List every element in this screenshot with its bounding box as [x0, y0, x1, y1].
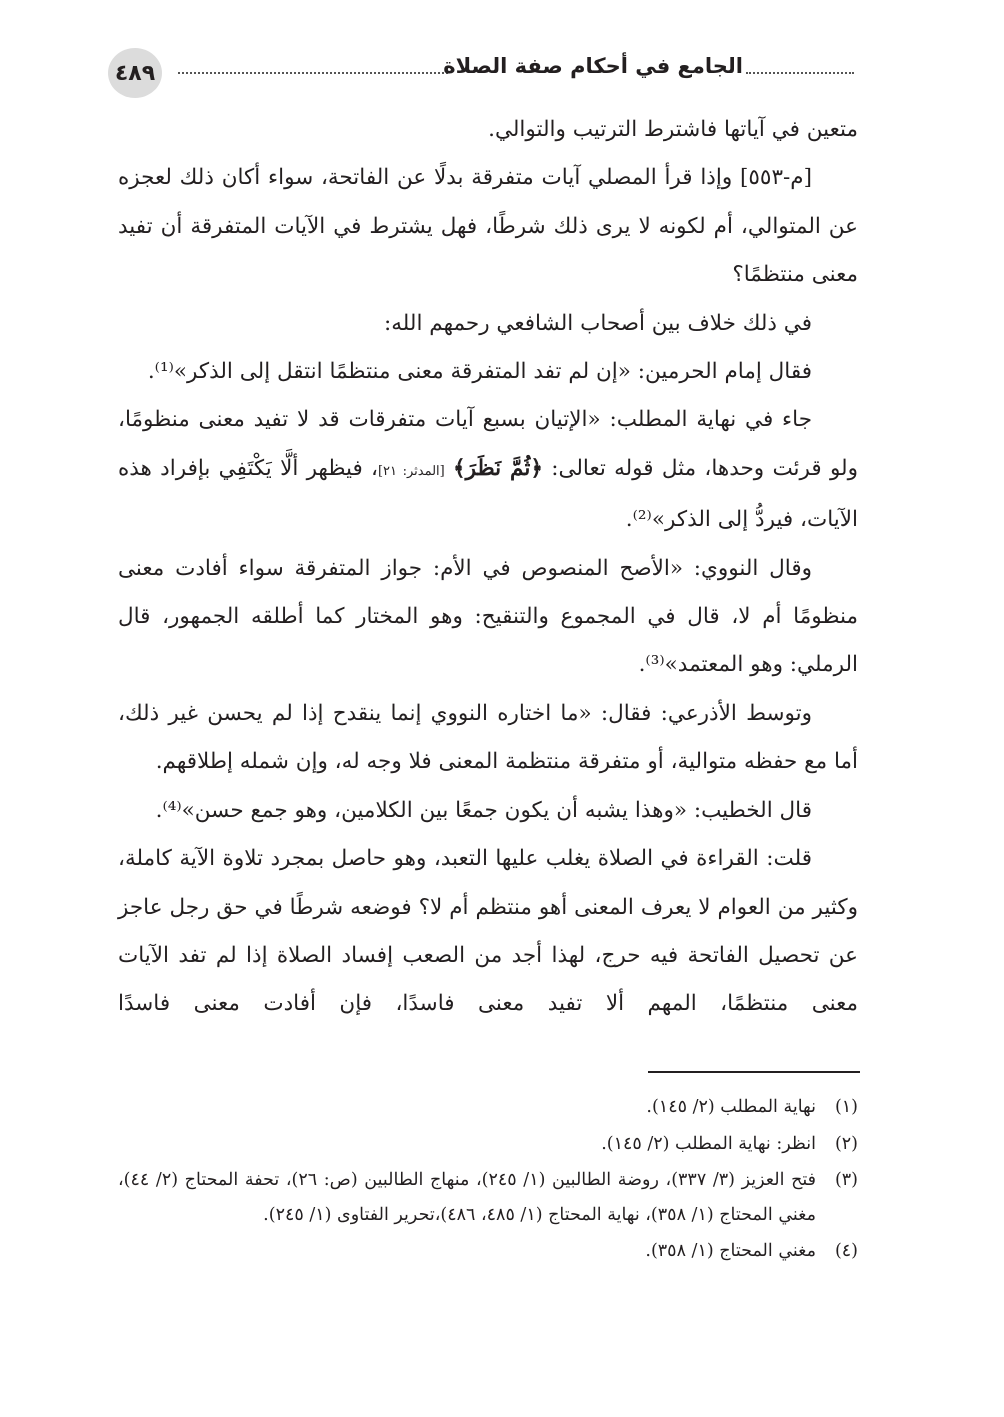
footnote-number: (٢) — [834, 1133, 858, 1154]
footnote-separator — [648, 1071, 860, 1073]
paragraph-nawawi: وقال النووي: «الأصح المنصوص في الأم: جواز المتفرقة سواء أفادت معنى منظومًا أم لا، قال في المجموع والتنقيح: وهو المختار كما أطلقه الجمهور، قال الرملي: وهو المعتمد»⁽³⁾. — [118, 555, 858, 678]
footnote-text: مغني المحتاج (١/ ٣٥٨). — [645, 1241, 816, 1261]
book-title: الجامع في أحكام صفة الصلاة — [443, 54, 743, 78]
paragraph-imam-haramayn: فقال إمام الحرمين: «إن لم تفد المتفرقة معنى منتظمًا انتقل إلى الذكر»⁽¹⁾. — [147, 359, 812, 385]
paragraph-disagreement: في ذلك خلاف بين أصحاب الشافعي رحمهم الله: — [384, 310, 812, 336]
quote-text-before: جاء في نهاية المطلب: «الإتيان بسبع آيات متفرقات قد لا تفيد معنى منظومًا، ولو قرئت وحدها، مثل قوله تعالى: — [118, 407, 858, 481]
footnotes — [118, 1090, 858, 1271]
footnote-2 — [118, 1127, 858, 1162]
paragraph-continuation: متعين في آياتها فاشترط الترتيب والتوالي. — [488, 117, 858, 142]
paragraph-khatib: قال الخطيب: «وهذا يشبه أن يكون جمعًا بين الكلامين، وهو جمع حسن»⁽⁴⁾. — [155, 797, 812, 823]
paragraph-nihayat-al-matlab — [118, 396, 858, 544]
footnote-3 — [118, 1163, 858, 1232]
header-dotted-rule-left — [178, 72, 448, 74]
paragraph-adhrai: وتوسط الأذرعي: فقال: «ما اختاره النووي إنما ينقدح إذا لم يحسن غير ذلك، أما مع حفظه متوالية، أو متفرقة منتظمة المعنى فلا وجه له، وإن شمله إطلاقهم. — [118, 700, 858, 775]
footnote-number: (٤) — [834, 1241, 858, 1261]
header-dotted-rule-right — [746, 72, 854, 74]
footnote-4 — [118, 1234, 858, 1269]
paragraph-issue-553: [م-٥٥٣] وإذا قرأ المصلي آيات متفرقة بدلًا عن الفاتحة، سواء أكان ذلك لعجزه عن المتوالي، أم لكونه لا يرى ذلك شرطًا، فهل يشترط في الآيات المتفرقة أن تفيد معنى منتظمًا؟ — [118, 165, 858, 288]
verse-reference: [المدثر: ٢١] — [377, 463, 445, 479]
running-header — [108, 48, 854, 100]
footnote-1 — [118, 1090, 858, 1125]
quran-verse: ﴿ثُمَّ نَظَرَ﴾ — [453, 455, 543, 481]
paragraph-author-opinion: قلت: القراءة في الصلاة يغلب عليها التعبد، وهو حاصل بمجرد تلاوة الآية كاملة، وكثير من العوام لا يعرف المعنى أهو منتظم أم لا؟ فوضعه شرطًا في حق رجل عاجز عن تحصيل الفاتحة فيه حرج، لهذا أجد من الصعب إفساد الصلاة إذا لم تفد الآيات معنى منتظمًا، المهم ألا تفيد معنى فاسدًا، فإن أفادت معنى فاسدًا — [118, 846, 858, 1017]
footnote-number: (١) — [834, 1097, 858, 1117]
footnote-text: فتح العزيز (٣/ ٣٣٧)، روضة الطالبين (١/ ٢٤٥)، منهاج الطالبين (ص: ٢٦)، تحفة المحتاج (٢/ ٤٤)، مغني المحتاج (١/ ٣٥٨)، نهاية المحتاج (١/ ٤٨٥، ٤٨٦)،تحرير الفتاوى (١/ ٢٤٥). — [118, 1170, 817, 1225]
footnote-text: انظر: نهاية المطلب (٢/ ١٤٥). — [601, 1133, 816, 1154]
main-text — [118, 106, 858, 1029]
page-number: ٤٨٩ — [108, 48, 162, 98]
footnote-text: نهاية المطلب (٢/ ١٤٥). — [646, 1097, 816, 1117]
footnote-number: (٣) — [834, 1170, 858, 1190]
quote-text-after: ، فيظهر ألَّا يَكْتَفِي بإفراد هذه الآيات، فيردُّ إلى الذكر»⁽²⁾. — [118, 455, 858, 533]
